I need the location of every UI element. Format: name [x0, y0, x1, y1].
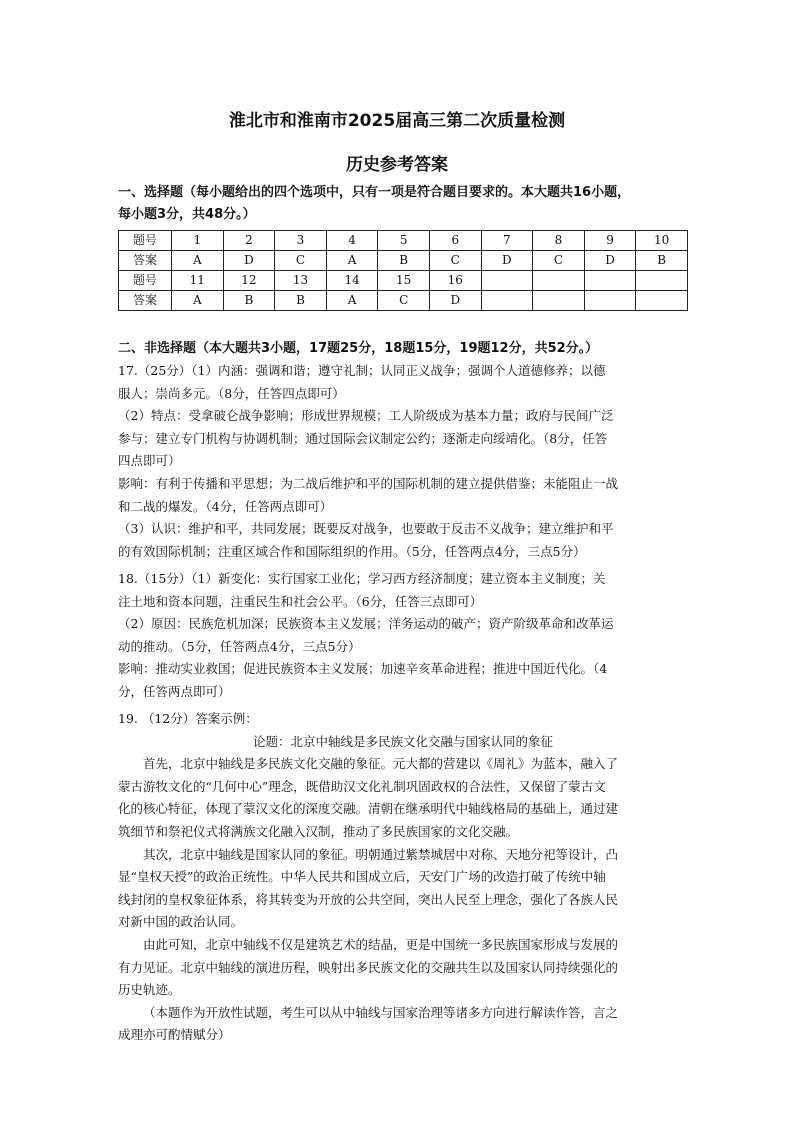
essay-line: 化的核心特征，体现了蒙汉文化的深度交融。清朝在继承明代中轴线格局的基础上，通过建 — [118, 801, 619, 817]
table-row-header: 题号 — [119, 271, 172, 291]
table-cell: 6 — [429, 231, 481, 251]
section1-heading-line: 每小题3分，共48分。） — [118, 207, 256, 222]
essay-line: 显“皇权天授”的政治正统性。中华人民共和国成立后，天安门广场的改造打破了传统中轴 — [118, 869, 606, 885]
table-cell: D — [429, 291, 481, 311]
answer-line: 19. （12分）答案示例： — [118, 711, 258, 726]
table-cell: C — [378, 291, 430, 311]
table-cell — [584, 291, 636, 311]
table-row — [119, 231, 688, 251]
essay-line: 对新中国的政治认同。 — [118, 914, 244, 930]
table-cell: 7 — [481, 231, 533, 251]
table-cell: A — [172, 291, 224, 311]
answer-line: （2）特点：受拿破仑战争影响；形成世界规模；工人阶级成为基本力量；政府与民间广泛 — [118, 408, 614, 424]
table-cell — [481, 271, 533, 291]
table-cell: 15 — [378, 271, 430, 291]
table-cell: B — [636, 251, 688, 271]
essay-thesis: 论题：北京中轴线是多民族文化交融与国家认同的象征 — [252, 733, 553, 749]
table-row — [119, 291, 688, 311]
table-cell: B — [223, 291, 275, 311]
answer-line: （2）原因：民族危机加深；民族资本主义发展；洋务运动的破产；资产阶级革命和改革运 — [118, 616, 614, 632]
table-cell: 1 — [172, 231, 224, 251]
answer-line: 分，任答两点即可） — [118, 683, 231, 699]
answer-line: 影响：推动实业救国；促进民族资本主义发展；加速辛亥革命进程；推进中国近代化。（4 — [118, 661, 608, 677]
document-title: 淮北市和淮南市2025届高三第二次质量检测 — [228, 111, 566, 131]
table-cell: D — [584, 251, 636, 271]
table-cell: 4 — [326, 231, 378, 251]
answer-line: 注土地和资本问题，注重民生和社会公平。（6分，任答三点即可） — [118, 593, 483, 609]
table-cell: 8 — [533, 231, 585, 251]
answer-line: 动的推动。（5分，任答两点4分，三点5分） — [118, 638, 361, 654]
answer-line: 18.（15分）（1）新变化：实行国家工业化；学习西方经济制度；建立资本主义制度；关 — [118, 571, 606, 586]
table-row-header: 答案 — [119, 251, 172, 271]
answer-line: 17.（25分）（1）内涵：强调和谐；遵守礼制；认同正义战争；强调个人道德修养；以德 — [118, 363, 606, 378]
table-cell: 9 — [584, 231, 636, 251]
section1-heading — [118, 182, 688, 226]
essay-line: 筑细节和祭祀仪式将满族文化融入汉制，推动了多民族国家的文化交融。 — [118, 823, 519, 839]
table-cell: B — [275, 291, 327, 311]
essay-line: 历史轨迹。 — [118, 982, 181, 998]
answer-line: 和二战的爆发。（4分，任答两点即可） — [118, 498, 333, 514]
table-cell: B — [378, 251, 430, 271]
essay-line: 首先，北京中轴线是多民族文化交融的象征。元大都的营建以《周礼》为蓝本，融入了 — [143, 756, 619, 772]
table-cell — [636, 271, 688, 291]
essay-line: 其次，北京中轴线是国家认同的象征。明朝通过紫禁城居中对称、天地分祀等设计，凸 — [143, 846, 619, 862]
table-cell — [533, 291, 585, 311]
question-19-answer — [118, 708, 688, 1047]
section1-heading-line: 一、选择题（每小题给出的四个选项中，只有一项是符合题目要求的。本大题共16小题， — [118, 185, 631, 200]
scoring-note-line: 成理亦可酌情赋分） — [118, 1027, 231, 1043]
table-row-header: 题号 — [119, 231, 172, 251]
essay-line: 蒙古游牧文化的“几何中心”理念，既借助汉文化礼制巩固政权的合法性，又保留了蒙古文 — [118, 778, 606, 794]
question-18-answer — [118, 568, 688, 704]
answer-line: （3）认识：维护和平，共同发展；既要反对战争，也要敢于反击不义战争；建立维护和平 — [118, 521, 614, 537]
answer-line: 参与；建立专门机构与协调机制；通过国际会议制定公约；逐渐走向绥靖化。（8分，任答 — [118, 430, 608, 446]
table-cell: 11 — [172, 271, 224, 291]
table-row-header: 答案 — [119, 291, 172, 311]
section2-heading: 二、非选择题（本大题共3小题，17题25分，18题15分，19题12分，共52分。） — [118, 341, 599, 356]
table-cell: D — [481, 251, 533, 271]
answer-line: 的有效国际机制；注重区域合作和国际组织的作用。（5分，任答两点4分，三点5分） — [118, 543, 586, 559]
answer-line: 服人；崇尚多元。（8分，任答四点即可） — [118, 385, 345, 401]
essay-line: 线封闭的皇权象征体系，将其转变为开放的公共空间，突出人民至上理念，强化了各族人民 — [118, 891, 619, 907]
table-cell: 3 — [275, 231, 327, 251]
document-subtitle: 历史参考答案 — [346, 155, 448, 175]
table-cell: A — [172, 251, 224, 271]
table-cell: 14 — [326, 271, 378, 291]
table-cell: C — [533, 251, 585, 271]
essay-line: 由此可知，北京中轴线不仅是建筑艺术的结晶，更是中国统一多民族国家形成与发展的 — [143, 936, 619, 952]
table-cell — [533, 271, 585, 291]
table-row — [119, 251, 688, 271]
answer-line: 四点即可） — [118, 453, 181, 469]
table-cell: D — [223, 251, 275, 271]
table-cell: 12 — [223, 271, 275, 291]
table-row — [119, 271, 688, 291]
table-cell: C — [429, 251, 481, 271]
table-cell: A — [326, 291, 378, 311]
scoring-note-line: （本题作为开放性试题，考生可以从中轴线与国家治理等诸多方向进行解读作答，言之 — [143, 1004, 619, 1020]
table-cell: 2 — [223, 231, 275, 251]
table-cell: C — [275, 251, 327, 271]
table-cell: 5 — [378, 231, 430, 251]
table-cell: A — [326, 251, 378, 271]
table-cell: 16 — [429, 271, 481, 291]
table-cell — [481, 291, 533, 311]
table-cell — [636, 291, 688, 311]
answer-table — [118, 230, 688, 311]
table-cell: 13 — [275, 271, 327, 291]
table-cell — [584, 271, 636, 291]
essay-line: 有力见证。北京中轴线的演进历程，映射出多民族文化的交融共生以及国家认同持续强化的 — [118, 959, 619, 975]
question-17-answer — [118, 360, 688, 563]
table-cell: 10 — [636, 231, 688, 251]
answer-line: 影响：有利于传播和平思想；为二战后维护和平的国际机制的建立提供借鉴；未能阻止一战 — [118, 475, 619, 491]
